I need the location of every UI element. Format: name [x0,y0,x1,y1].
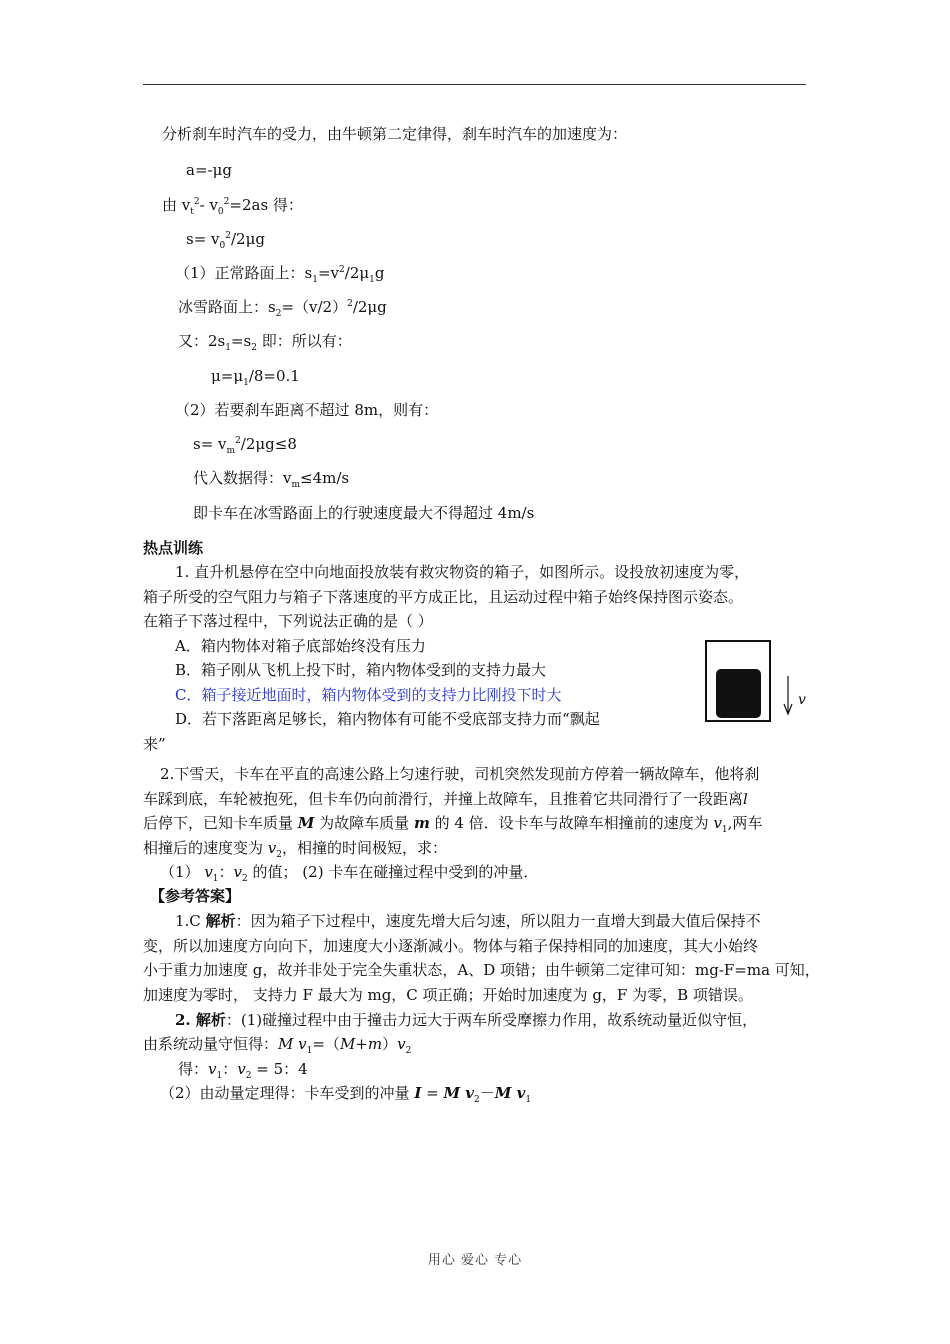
q1-stem-line-1: 1. 直升机悬停在空中向地面投放装有救灾物资的箱子，如图所示。设投放初速度为零， [175,563,750,581]
q1-option-c: C．箱子接近地面时，箱内物体受到的支持力比刚投下时大 [175,686,562,704]
q1-stem-line-3: 在箱子下落过程中，下列说法正确的是（ ） [143,612,433,630]
q1-stem-line-2: 箱子所受的空气阻力与箱子下落速度的平方成正比，且运动过程中箱子始终保持图示姿态。 [143,588,744,606]
q2-line-2: 车踩到底，车轮被抱死，但卡车仍向前滑行，并撞上故障车，且推着它共同滑行了一段距离l [143,790,748,808]
box-figure [705,638,813,724]
header-rule [143,84,806,85]
analysis-line-5: （1）正常路面上：$s_1=v^2/2\mu_1g$ [175,264,385,285]
analysis-line-4: $s= v_0^2/2\mu g$ [186,230,265,251]
velocity-label: v [798,692,806,708]
box-cargo [716,669,761,718]
ans2-line-2: 由系统动量守恒得：M $v_1=(M+m)v_2$ [143,1035,412,1056]
q1-option-a: A．箱内物体对箱子底部始终没有压力 [175,637,426,655]
analysis-line-10: $s= v_m^2/2\mu g\le 8$ [193,435,297,456]
q1-option-d: D．若下落距离足够长，箱内物体有可能不受底部支持力而“飘起 [175,710,600,728]
page-footer: 用心 爱心 专心 [427,1253,523,1268]
q1-option-b: B．箱子刚从飞机上投下时，箱内物体受到的支持力最大 [175,661,547,679]
analysis-line-9: （2）若要刹车距离不超过 8m，则有： [175,401,439,419]
ans2-line-1: 2. 解析：(1)碰撞过程中由于撞击力远大于两车所受摩擦力作用，故系统动量近似守恒， [175,1011,758,1029]
ans1-line-1: 1.C 解析：因为箱子下过程中，速度先增大后匀速，所以阻力一直增大到最大值后保持不 [175,912,761,930]
ans1-line-2: 变，所以加速度方向向下，加速度大小逐渐减小。物体与箱子保持相同的加速度，其大小始终 [143,937,759,955]
analysis-line-1: 分析刹车时汽车的受力，由牛顿第二定律得，刹车时汽车的加速度为： [162,125,628,143]
q1-option-d-cont: 来” [143,735,166,753]
analysis-line-12: 即卡车在冰雪路面上的行驶速度最大不得超过 4m/s [193,504,535,522]
analysis-line-3: 由 $v_t^2-$ $v_0^2=2as$ 得： [162,196,303,217]
box-figure-svg [705,638,813,724]
analysis-line-6: 冰雪路面上：$s_2=(v/2)^2/2\mu g$ [178,298,387,319]
ans1-line-3: 小于重力加速度 g，故并非处于完全失重状态，A、D 项错；由牛顿第二定律可知：mg-F=ma 可知， [143,961,820,979]
analysis-line-8: $\mu=\mu_1/8=0.1$ [211,367,300,388]
analysis-line-7: 又：$2s_1=s_2$ 即：所以有： [178,332,352,353]
ans2-line-4: （2）由动量定理得：卡车受到的冲量 I = M $v_2-M$ $v_1$ [160,1084,532,1105]
q2-line-5: （1） $v_1$：$v_2$ 的值； (2) 卡车在碰撞过程中受到的冲量． [160,863,539,884]
q2-line-1: 2.下雪天，卡车在平直的高速公路上匀速行驶，司机突然发现前方停着一辆故障车，他将刹 [160,765,760,783]
q2-line-4: 相撞后的速度变为 $v_2$，相撞的时间极短，求： [143,839,448,860]
q2-line-3: 后停下，已知卡车质量 M 为故障车质量 m 的 4 倍．设卡车与故障车相撞前的速度为 $v_1$,两车 [143,814,763,835]
answer-title: 【参考答案】 [150,887,241,905]
ans2-line-3: 得：$v_1$：$v_2 = 5$：4 [178,1060,308,1081]
analysis-line-11: 代入数据得：$v_m\le 4m/s$ [193,469,350,490]
section-title: 热点训练 [143,539,204,557]
ans1-line-4: 加速度为零时， 支持力 F 最大为 mg，C 项正确；开始时加速度为 g，F 为零，B 项错误。 [143,986,753,1004]
analysis-line-2: a=-μg [186,161,232,179]
